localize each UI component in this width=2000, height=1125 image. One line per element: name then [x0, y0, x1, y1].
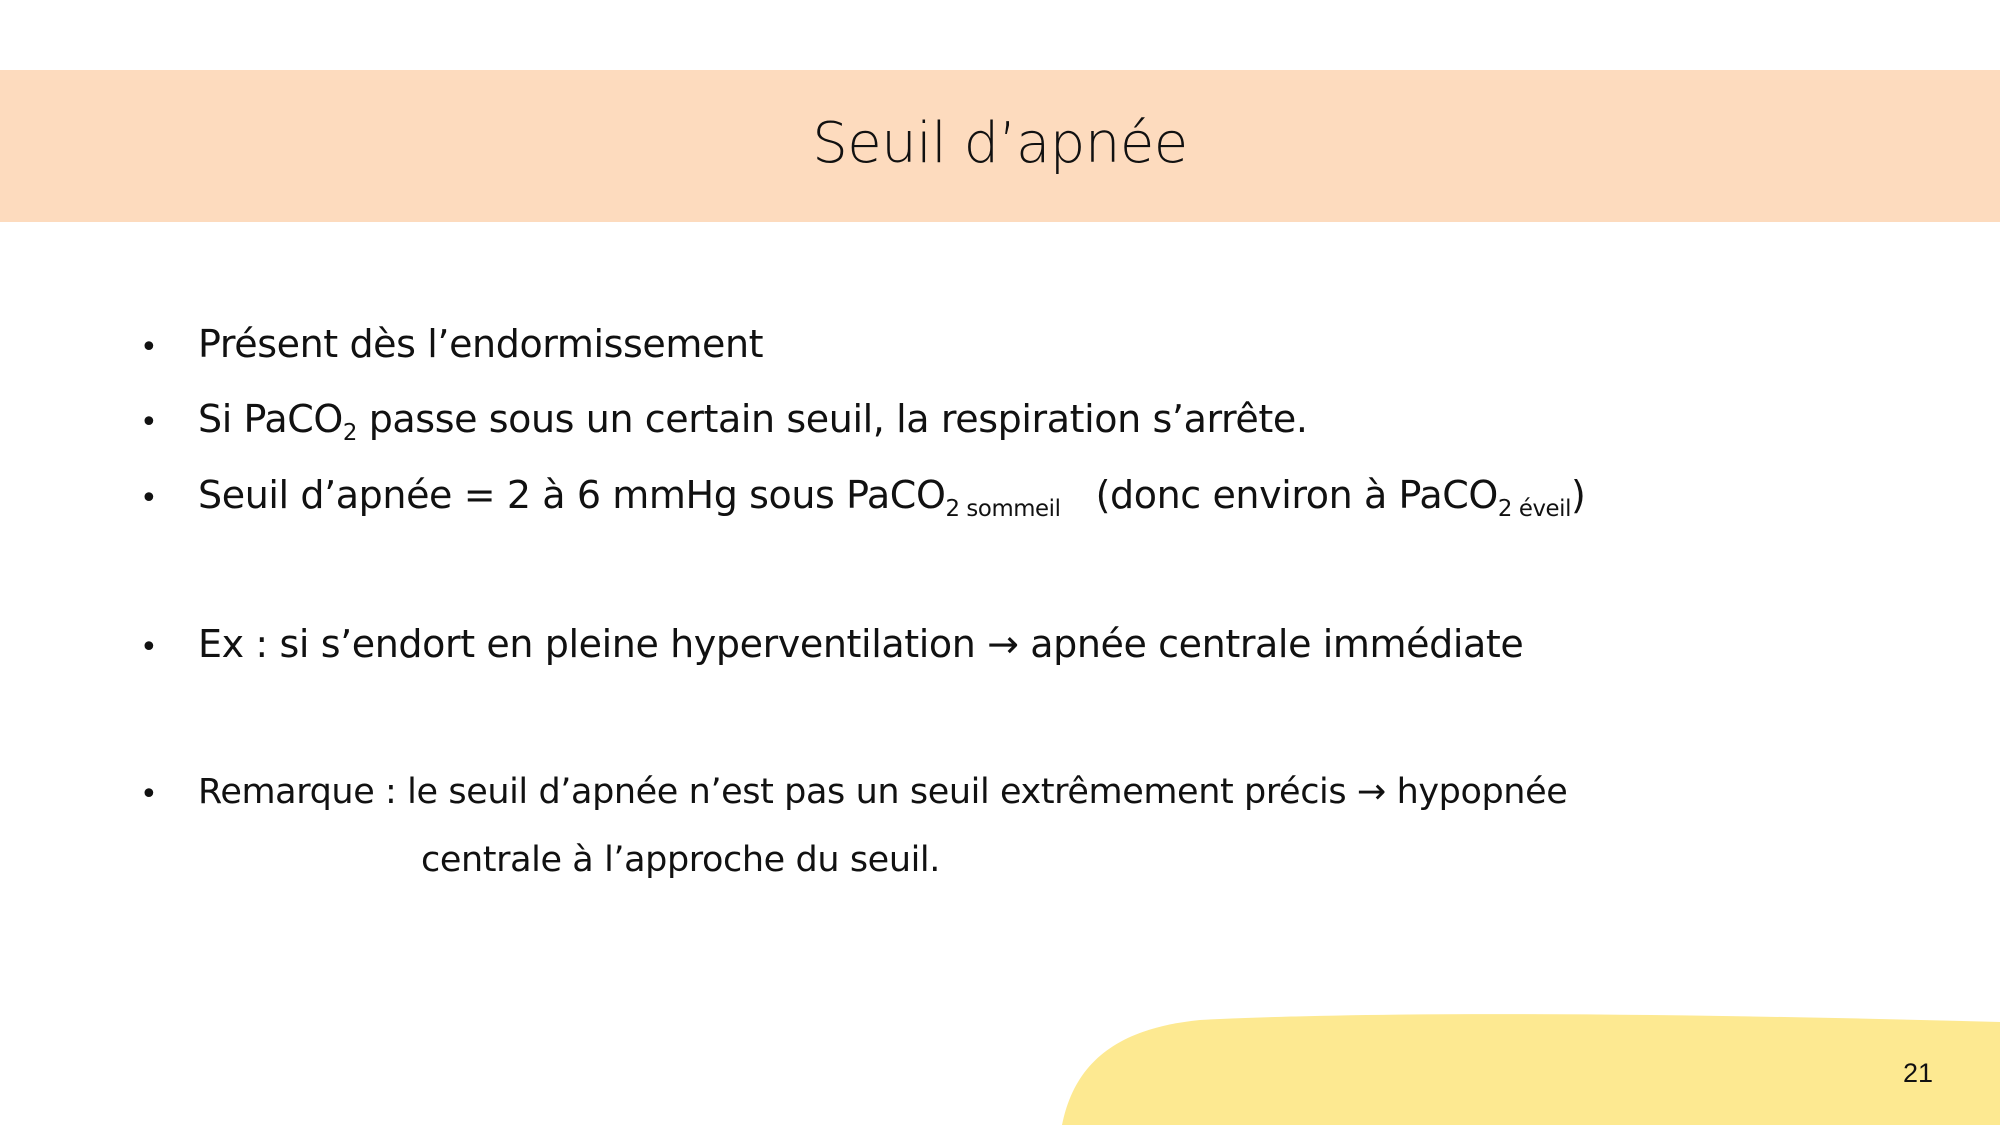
- bullet-1-text: Présent dès l’endormissement: [198, 322, 764, 366]
- bullet-5-text: Remarque : le seuil d’apnée n’est pas un seuil extrêmement précis → hypopnée: [198, 772, 1568, 812]
- bullet-2-text-cont: passe sous un certain seuil, la respiration s’arrête.: [357, 397, 1308, 441]
- bullet-text: [198, 473, 1585, 522]
- bullet-text: [198, 397, 1308, 446]
- bullet-5-continuation: centrale à l’approche du seuil.: [421, 840, 940, 880]
- page-number: 21: [1903, 1058, 1934, 1088]
- bullet-marker: •: [140, 481, 158, 516]
- bullet-text: [198, 622, 1523, 666]
- bullet-3-text-mid: (donc environ à PaCO: [1060, 473, 1498, 517]
- bullet-marker: •: [140, 405, 158, 440]
- bullet-marker: •: [140, 777, 158, 812]
- bullet-2-text: Si PaCO: [198, 397, 343, 441]
- slide-title: Seuil d’apnée: [812, 111, 1188, 176]
- bullet-marker: •: [140, 630, 158, 665]
- bullet-text: [198, 322, 763, 366]
- bullet-text: [198, 772, 1567, 812]
- bullet-3-text: Seuil d’apnée = 2 à 6 mmHg sous PaCO: [198, 473, 946, 517]
- bullet-3-text-end: ): [1571, 473, 1586, 517]
- bullet-marker: •: [140, 330, 158, 365]
- subscript: 2: [342, 419, 358, 446]
- subscript: 2 sommeil: [945, 495, 1061, 522]
- bullet-4-text: Ex : si s’endort en pleine hyperventilation → apnée centrale immédiate: [198, 622, 1524, 666]
- subscript: 2 éveil: [1497, 495, 1572, 522]
